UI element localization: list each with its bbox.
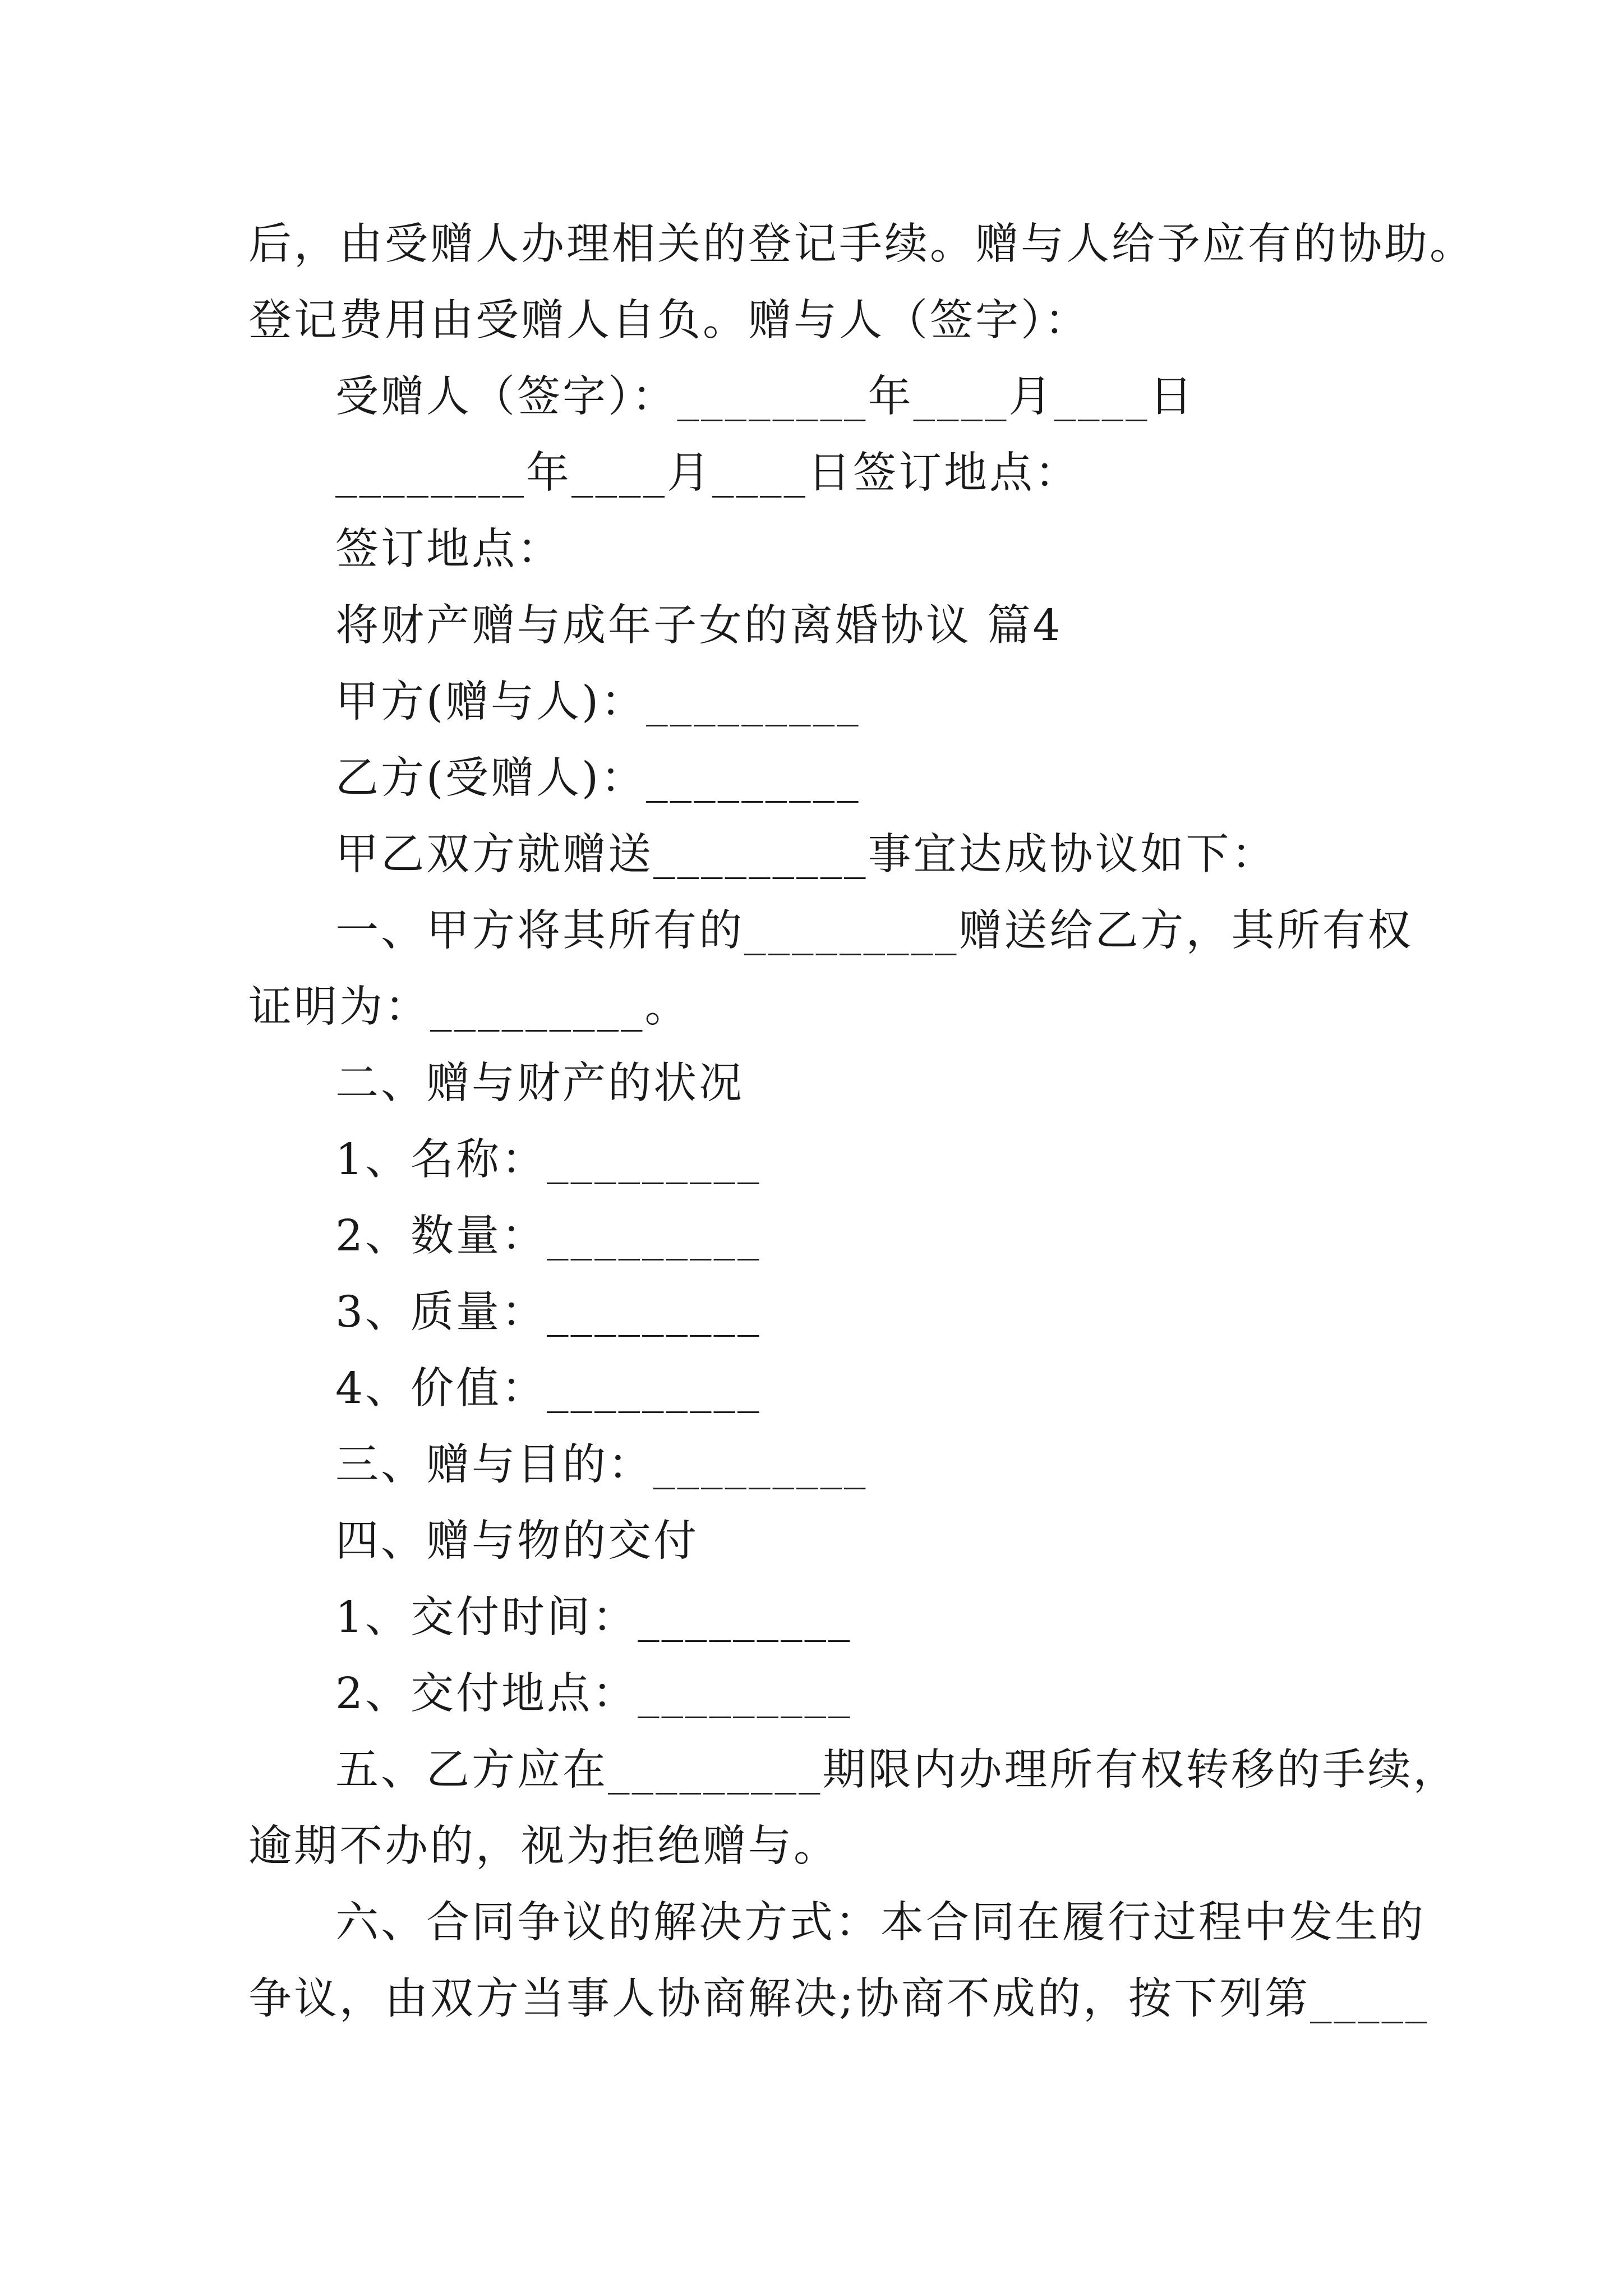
paragraph-line: 2、数量：_________: [335, 1211, 762, 1261]
paragraph-line: 2、交付地点：_________: [335, 1669, 852, 1719]
paragraph-line: 后，由受赠人办理相关的登记手续。赠与人给予应有的协助。: [248, 219, 1475, 269]
section-heading: 将财产赠与成年子女的离婚协议 篇4: [335, 601, 1063, 651]
paragraph-line: 二、赠与财产的状况: [335, 1059, 744, 1108]
paragraph-line: 甲乙双方就赠送_________事宜达成协议如下：: [335, 830, 1277, 880]
paragraph-line: 证明为：_________。: [248, 982, 690, 1032]
paragraph-line: 4、价值：_________: [335, 1364, 762, 1414]
paragraph-line: 3、质量：_________: [335, 1287, 762, 1337]
paragraph-line: 争议，由双方当事人协商解决;协商不成的，按下列第_____: [248, 1974, 1430, 2024]
paragraph-line: 一、甲方将其所有的_________赠送给乙方，其所有权: [335, 906, 1413, 956]
paragraph-line: 受赠人（签字）：________年____月____日: [335, 372, 1195, 422]
paragraph-line: 乙方(受赠人)：_________: [335, 753, 861, 803]
paragraph-line: 六、合同争议的解决方式：本合同在履行过程中发生的: [335, 1898, 1426, 1948]
paragraph-line: ________年____月____日签订地点：: [335, 448, 1080, 498]
document-body: [248, 206, 1475, 2037]
paragraph-line: 甲方(赠与人)：_________: [335, 677, 861, 727]
paragraph-line: 1、名称：_________: [335, 1135, 762, 1185]
paragraph-line: 登记费用由受赠人自负。赠与人（签字）：: [248, 296, 1090, 346]
paragraph-line: 签订地点：: [335, 524, 562, 574]
paragraph-line: 三、赠与目的：_________: [335, 1440, 868, 1490]
paragraph-line: 五、乙方应在_________期限内办理所有权转移的手续，: [335, 1745, 1459, 1795]
paragraph-line: 1、交付时间：_________: [335, 1593, 852, 1642]
paragraph-line: 四、赠与物的交付: [335, 1516, 699, 1566]
paragraph-line: 逾期不办的，视为拒绝赠与。: [248, 1821, 839, 1871]
